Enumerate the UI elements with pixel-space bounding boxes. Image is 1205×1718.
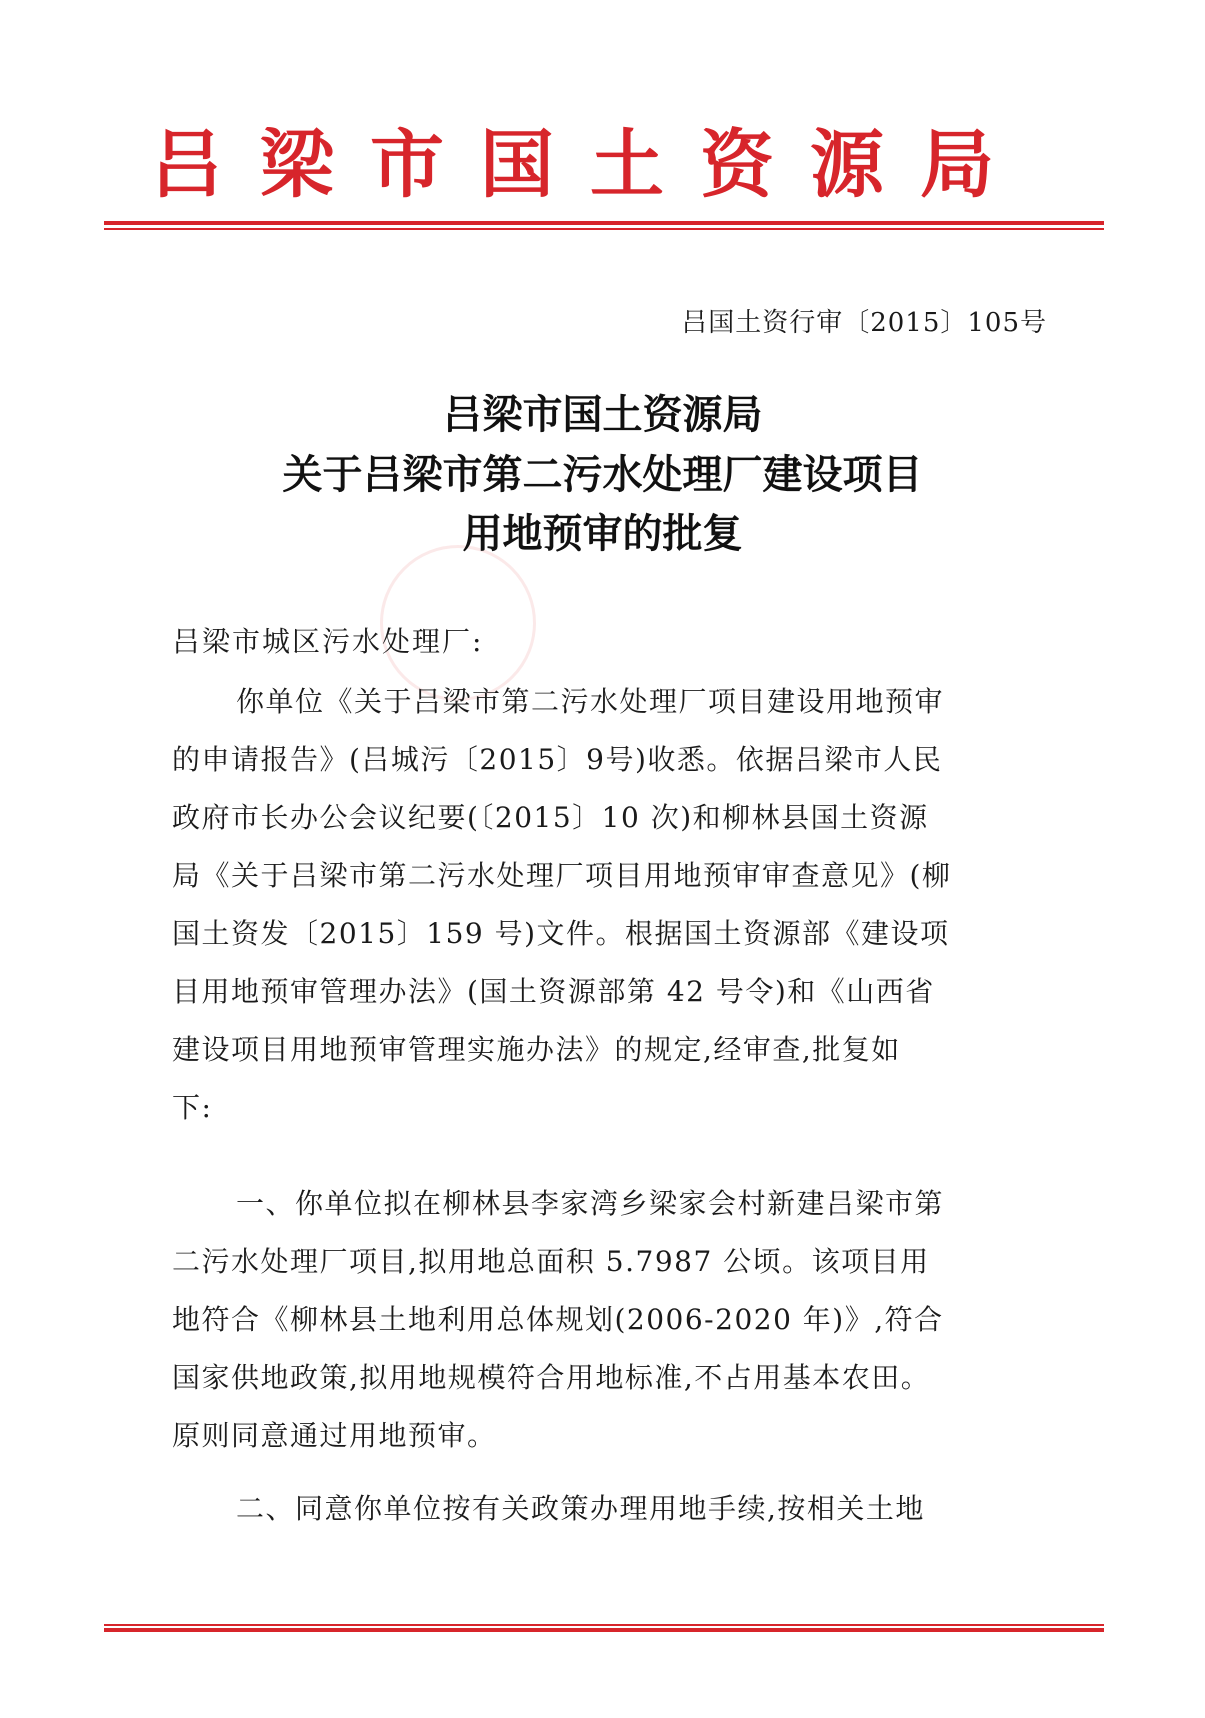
divider-thick-line: [104, 221, 1104, 225]
paragraph-line: 建设项目用地预审管理实施办法》的规定,经审查,批复如: [172, 1033, 901, 1066]
paragraph-line: 国家供地政策,拟用地规模符合用地标准,不占用基本农田。: [172, 1361, 931, 1394]
document-title-line-2: 关于吕梁市第二污水处理厂建设项目: [282, 452, 923, 498]
paragraph-line: 二、同意你单位按有关政策办理用地手续,按相关土地: [236, 1492, 925, 1525]
document-number: 吕国土资行审〔2015〕105号: [681, 308, 1047, 338]
paragraph-line: 原则同意通过用地预审。: [172, 1419, 497, 1452]
divider-thin-line: [104, 1624, 1104, 1626]
paragraph-line: 局《关于吕梁市第二污水处理厂项目用地预审审查意见》(柳: [172, 859, 952, 892]
paragraph-line: 国土资发〔2015〕159 号)文件。根据国土资源部《建设项: [172, 917, 950, 950]
paragraph-line: 政府市长办公会议纪要(〔2015〕10 次)和柳林县国土资源: [172, 801, 929, 834]
masthead-divider: [104, 221, 1104, 231]
paragraph-line: 目用地预审管理办法》(国土资源部第 42 号令)和《山西省: [172, 975, 935, 1008]
paragraph-line: 的申请报告》(吕城污〔2015〕9号)收悉。依据吕梁市人民: [172, 743, 943, 776]
addressee: 吕梁市城区污水处理厂:: [172, 625, 484, 658]
document-title-line-3: 用地预审的批复: [462, 511, 743, 557]
footer-divider: [104, 1624, 1104, 1634]
paragraph-line: 下:: [172, 1091, 213, 1124]
divider-thick-line: [104, 1628, 1104, 1632]
paragraph-line: 一、你单位拟在柳林县李家湾乡梁家会村新建吕梁市第: [236, 1187, 945, 1220]
document-title-line-1: 吕梁市国土资源局: [442, 392, 763, 438]
paragraph-2: [172, 1175, 1030, 1465]
masthead-title: 吕梁市国土资源局: [150, 122, 1030, 208]
divider-thin-line: [104, 228, 1104, 230]
paragraph-line: 地符合《柳林县土地利用总体规划(2006-2020 年)》,符合: [172, 1303, 944, 1336]
paragraph-line: 二污水处理厂项目,拟用地总面积 5.7987 公顷。该项目用: [172, 1245, 930, 1278]
paragraph-1: [172, 673, 1030, 1137]
paragraph-line: 你单位《关于吕梁市第二污水处理厂项目建设用地预审: [236, 685, 945, 718]
paragraph-3: [172, 1480, 1030, 1538]
